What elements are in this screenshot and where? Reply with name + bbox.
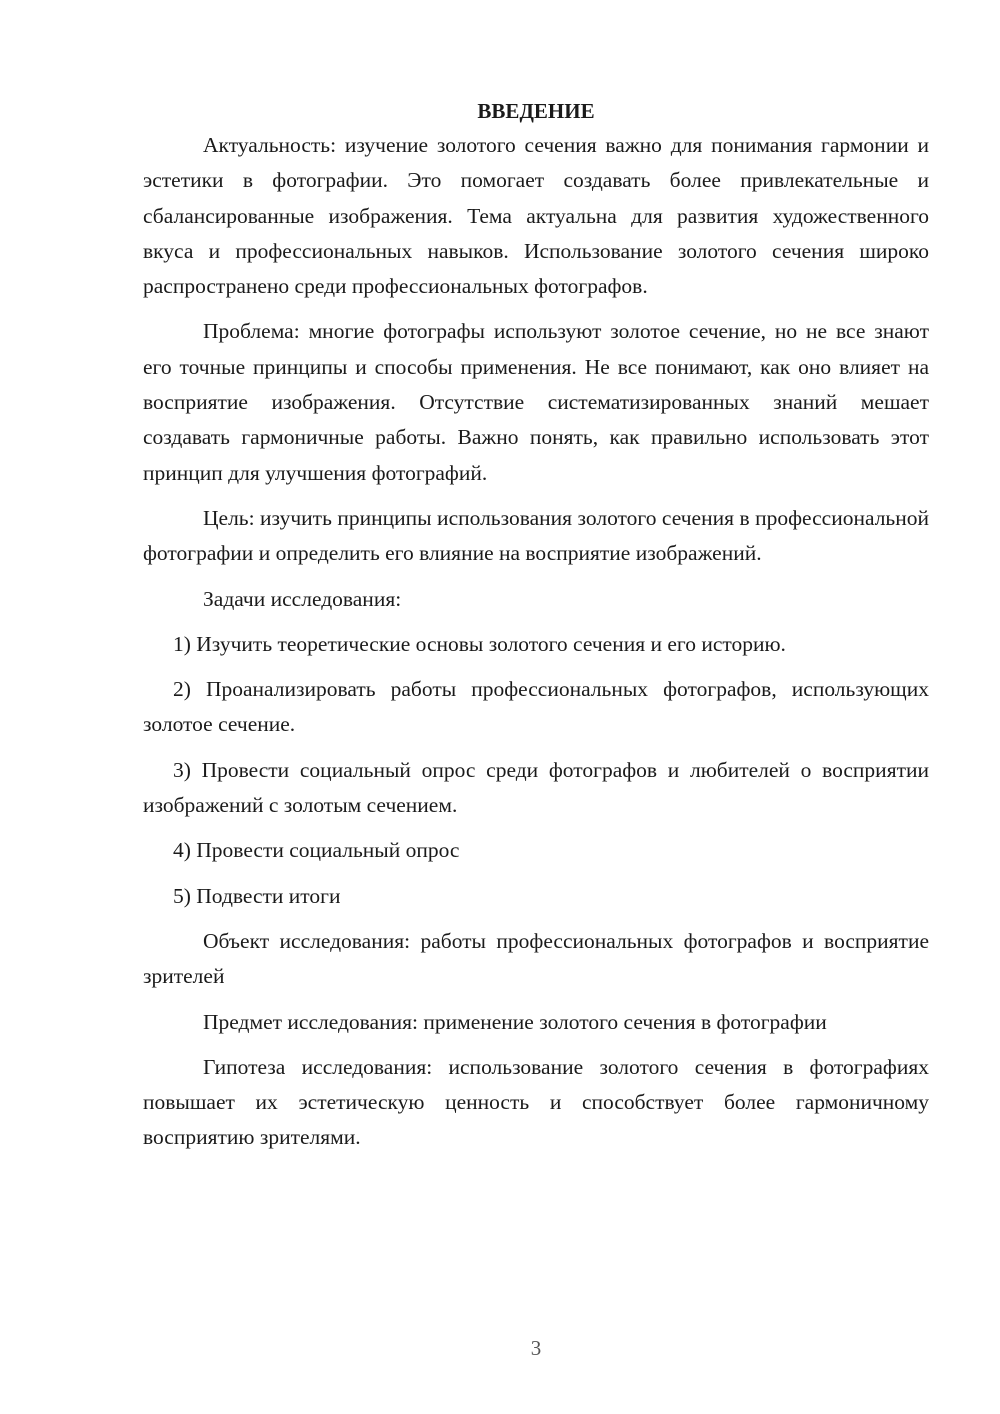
task-item: 1) Изучить теоретические основы золотого сечения и его историю. (173, 631, 786, 656)
task-item: 3) Провести социальный опрос среди фотографов и любителей о восприятии изображений с золотым сечением. (143, 757, 929, 818)
section-title: ВВЕДЕНИЕ (477, 99, 595, 123)
paragraph-hypothesis: Гипотеза исследования: использование золотого сечения в фотографиях повышает их эстетическую ценность и способствует более гармоничному восприятию зрителями. (143, 1054, 929, 1150)
page-number: 3 (530, 1336, 542, 1360)
task-item: 5) Подвести итоги (173, 883, 341, 908)
paragraph-problem: Проблема: многие фотографы используют золотое сечение, но не все знают его точные принципы и способы применения. Не все понимают, как оно влияет на восприятие изображения. Отсутствие систематизированных знаний мешает создавать гармоничные работы. Важно понять, как правильно использовать этот принцип для улучшения фотографий. (143, 319, 929, 485)
paragraph-relevance: Актуальность: изучение золотого сечения важно для понимания гармонии и эстетики в фотографии. Это помогает создавать более привлекательные и сбалансированные изображения. Тема актуальна для развития художественного вкуса и профессиональных навыков. Использование золотого сечения широко распространено среди профессиональных фотографов. (143, 133, 929, 299)
paragraph-goal: Цель: изучить принципы использования золотого сечения в профессиональной фотографии и определить его влияние на восприятие изображений. (143, 505, 929, 566)
task-item: 2) Проанализировать работы профессиональных фотографов, использующих золотое сечение. (143, 677, 929, 737)
page-content (143, 96, 929, 1166)
paragraph-tasks-heading: Задачи исследования: (203, 586, 402, 611)
task-item: 4) Провести социальный опрос (173, 838, 460, 863)
paragraph-object: Объект исследования: работы профессиональных фотографов и восприятие зрителей (143, 928, 929, 989)
paragraph-subject: Предмет исследования: применение золотого сечения в фотографии (203, 1009, 827, 1034)
